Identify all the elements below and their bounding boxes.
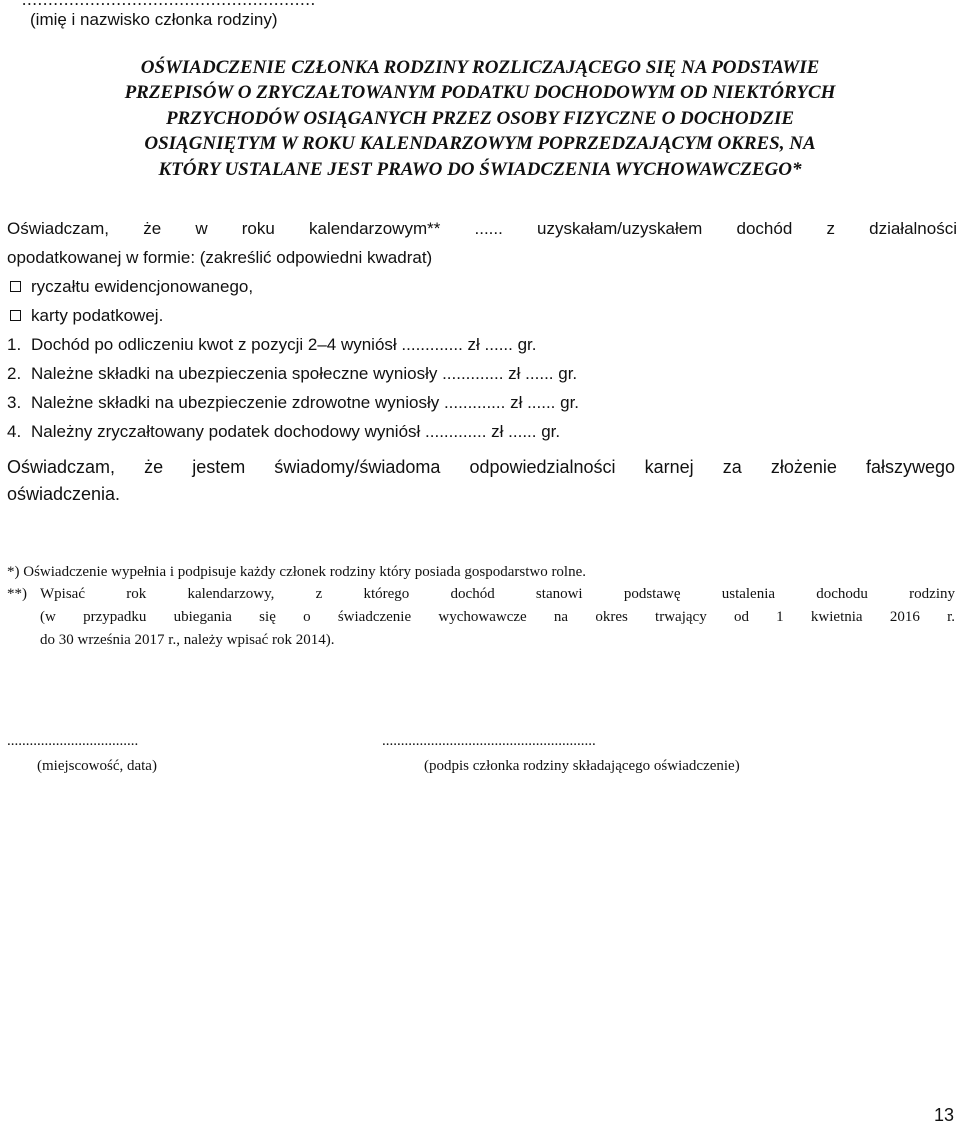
footnote-1: *) Oświadczenie wypełnia i podpisuje każdy członek rodziny który posiada gospodarstwo rolne. — [7, 564, 587, 580]
item-text: Należne składki na ubezpieczenie zdrowotne wyniosły ............. zł ...... gr. — [31, 393, 580, 412]
list-item — [7, 330, 957, 359]
title-line-5: KTÓRY USTALANE JEST PRAWO DO ŚWIADCZENIA WYCHOWAWCZEGO* — [158, 158, 802, 180]
signature-dots: ......................................................... — [382, 733, 596, 749]
option-lump-sum-label: ryczałtu ewidencjonowanego, — [31, 277, 254, 296]
page-number: 13 — [933, 1105, 954, 1125]
item-text: Należne składki na ubezpieczenia społeczne wyniosły ............. zł ...... gr. — [31, 364, 578, 383]
footnote-2-mark: **) — [7, 586, 27, 602]
signature-caption: (podpis członka rodziny składającego oświadczenie) — [424, 758, 740, 774]
item-number: 1. — [7, 335, 22, 354]
declaration-line-2: oświadczenia. — [7, 484, 121, 504]
item-number: 2. — [7, 364, 22, 383]
liability-declaration — [7, 454, 955, 508]
item-number: 4. — [7, 422, 22, 441]
option-tax-card — [7, 301, 957, 330]
income-statement — [7, 214, 957, 446]
footnote-2-line-2: (w przypadku ubiegania się o świadczenie wychowawcze na okres trwający od 1 kwietnia 2016 r. — [40, 609, 955, 625]
title-line-3: PRZYCHODÓW OSIĄGANYCH PRZEZ OSOBY FIZYCZNE O DOCHODZIE — [165, 107, 795, 129]
footnote-2-line-3: do 30 września 2017 r., należy wpisać rok 2014). — [40, 632, 335, 648]
place-date-dots: ................................... — [7, 733, 139, 749]
title-line-4: OSIĄGNIĘTYM W ROKU KALENDARZOWYM POPRZEDZAJĄCYM OKRES, NA — [144, 133, 816, 155]
statement-line-2: opodatkowanej w formie: (zakreślić odpowiedni kwadrat) — [7, 248, 433, 267]
checkbox-lump-sum[interactable] — [10, 281, 21, 292]
document-title — [20, 55, 940, 182]
declaration-line-1: Oświadczam, że jestem świadomy/świadoma odpowiedzialności karnej za złożenie fałszywego — [7, 457, 955, 477]
title-line-2: PRZEPISÓW O ZRYCZAŁTOWANYM PODATKU DOCHODOWYM OD NIEKTÓRYCH — [124, 82, 836, 104]
footnote-2-line-1: Wpisać rok kalendarzowy, z którego dochód stanowi podstawę ustalenia dochodu rodziny — [40, 586, 955, 602]
option-tax-card-label: karty podatkowej. — [31, 306, 164, 325]
option-lump-sum — [7, 272, 957, 301]
name-caption: (imię i nazwisko członka rodziny) — [30, 10, 278, 29]
footnote-2 — [40, 583, 955, 652]
name-dots-line — [22, 0, 316, 10]
list-item — [7, 359, 957, 388]
item-number: 3. — [7, 393, 22, 412]
item-text: Należny zryczałtowany podatek dochodowy wyniósł ............. zł ...... gr. — [31, 422, 561, 441]
checkbox-tax-card[interactable] — [10, 310, 21, 321]
item-text: Dochód po odliczeniu kwot z pozycji 2–4 wyniósł ............. zł ...... gr. — [31, 335, 537, 354]
title-line-1: OŚWIADCZENIE CZŁONKA RODZINY ROZLICZAJĄCEGO SIĘ NA PODSTAWIE — [140, 57, 820, 78]
list-item — [7, 388, 957, 417]
list-item — [7, 417, 957, 446]
place-date-caption: (miejscowość, data) — [37, 758, 157, 774]
statement-line-1: Oświadczam, że w roku kalendarzowym** ...... uzyskałam/uzyskałem dochód z działalności — [7, 219, 957, 238]
